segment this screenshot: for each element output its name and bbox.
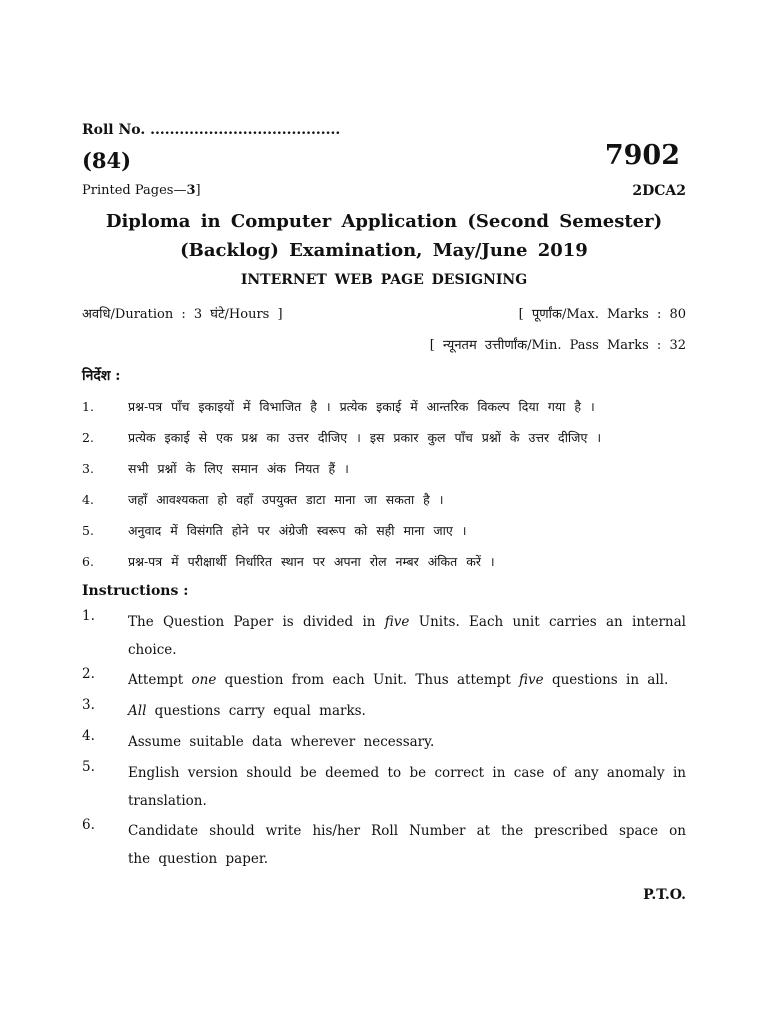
item-number: 3. [82, 461, 94, 476]
hindi-instruction-item [82, 460, 349, 477]
min-pass-marks: [ न्यूनतम उत्तीर्णांक/Min. Pass Marks : 32 [429, 338, 686, 353]
please-turn-over: P.T.O. [643, 887, 686, 903]
roll-number-label: Roll No. [82, 122, 146, 138]
subject-title: INTERNET WEB PAGE DESIGNING [240, 272, 528, 288]
subject-code: 2DCA2 [632, 183, 686, 199]
item-number: 6. [82, 817, 95, 833]
printed-pages-close: ] [195, 183, 201, 198]
duration: अवधि/Duration : 3 घंटे/Hours ] [82, 307, 283, 322]
item-text: Candidate should write his/her Roll Number at the prescribed space on the question paper. [128, 823, 686, 867]
english-instructions-heading: Instructions : [82, 583, 189, 599]
exam-title-line1: Diploma in Computer Application (Second Semester) [105, 211, 663, 232]
hindi-instruction-item [82, 553, 495, 570]
item-number: 4. [82, 492, 94, 507]
item-number: 2. [82, 430, 94, 445]
hindi-instruction-item [82, 429, 601, 446]
exam-code: (84) [82, 148, 132, 173]
item-number: 1. [82, 399, 94, 414]
paper-number: 7902 [604, 140, 680, 171]
exam-title-line2: (Backlog) Examination, May/June 2019 [180, 240, 588, 261]
item-number: 2. [82, 666, 95, 682]
item-number: 5. [82, 759, 95, 775]
item-text: प्रत्येक इकाई से एक प्रश्न का उत्तर दीजिए । इस प्रकार कुल पाँच प्रश्नों के उत्तर दीजिए । [128, 430, 602, 445]
roll-number-blank: ....................................... [150, 122, 341, 138]
printed-pages-value: 3 [186, 183, 196, 198]
hindi-instruction-item [82, 491, 444, 508]
item-text: Attempt one question from each Unit. Thus attempt five questions in all. [128, 672, 669, 688]
item-text: Assume suitable data wherever necessary. [128, 734, 435, 750]
hindi-instructions-heading: निर्देश : [82, 368, 121, 384]
item-number: 4. [82, 728, 95, 744]
item-number: 6. [82, 554, 94, 569]
roll-number-line [82, 122, 340, 138]
item-text: The Question Paper is divided in five Units. Each unit carries an internal choice. [128, 614, 686, 658]
item-text: सभी प्रश्नों के लिए समान अंक नियत हैं । [128, 461, 349, 476]
item-text: English version should be deemed to be correct in case of any anomaly in translation. [128, 765, 686, 809]
printed-pages [82, 183, 201, 198]
item-number: 5. [82, 523, 94, 538]
item-text: अनुवाद में विसंगति होने पर अंग्रेजी स्वरूप को सही माना जाए । [128, 523, 467, 538]
hindi-instruction-item [82, 398, 595, 415]
item-text: जहाँ आवश्यकता हो वहाँ उपयुक्त डाटा माना जा सकता है । [128, 492, 444, 507]
item-text: All questions carry equal marks. [128, 703, 366, 719]
printed-pages-label: Printed Pages— [82, 183, 187, 198]
hindi-instruction-item [82, 522, 467, 539]
item-text: प्रश्न-पत्र पाँच इकाइयों में विभाजित है । प्रत्येक इकाई में आन्तरिक विकल्प दिया गया है । [128, 399, 595, 414]
item-number: 3. [82, 697, 95, 713]
max-marks: [ पूर्णांक/Max. Marks : 80 [518, 307, 686, 322]
item-number: 1. [82, 608, 95, 624]
item-text: प्रश्न-पत्र में परीक्षार्थी निर्धारित स्थान पर अपना रोल नम्बर अंकित करें । [128, 554, 495, 569]
